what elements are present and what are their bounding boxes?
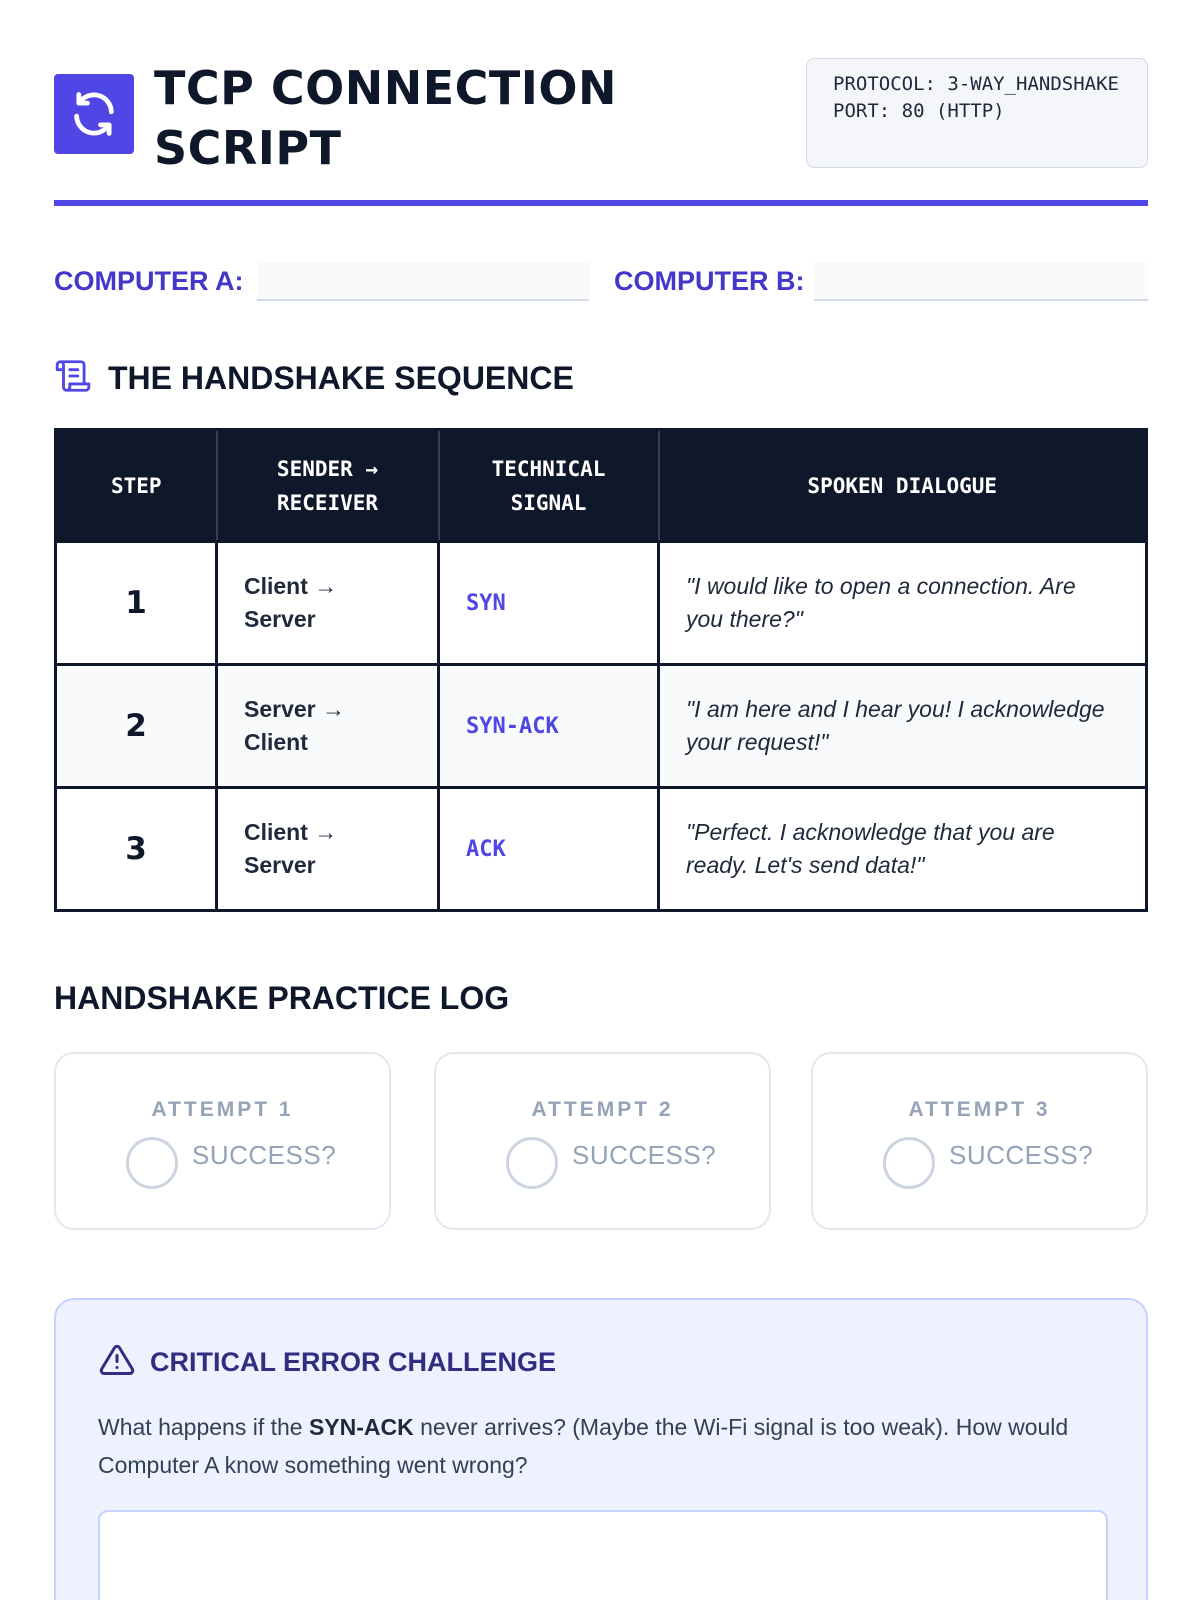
attempt-card-3	[811, 1052, 1148, 1230]
protocol-info-box	[806, 58, 1148, 168]
technical-signal: SYN-ACK	[439, 665, 659, 788]
success-label: SUCCESS?	[949, 1140, 1094, 1170]
scroll-icon	[54, 357, 92, 400]
technical-signal: SYN	[439, 542, 659, 665]
attempt-label: ATTEMPT 2	[531, 1098, 674, 1121]
computer-a-label: COMPUTER A:	[54, 266, 244, 296]
success-label: SUCCESS?	[192, 1140, 337, 1170]
computer-a-field[interactable]	[257, 262, 589, 301]
refresh-icon	[54, 74, 134, 154]
spoken-dialogue: "I am here and I hear you! I acknowledge your request!"	[659, 665, 1147, 788]
worksheet-page	[54, 0, 1148, 1600]
attempt-card-2	[434, 1052, 771, 1230]
question-text: What happens if the	[98, 1414, 309, 1440]
header	[54, 58, 1148, 208]
handshake-table	[54, 428, 1148, 912]
column-header-step: STEP	[56, 430, 217, 542]
attempt-card-1	[54, 1052, 391, 1230]
question-text: never arrives? (Maybe the Wi-Fi signal is too weak). How would Computer A know something went wrong?	[98, 1414, 1069, 1478]
computer-b-label: COMPUTER B:	[614, 266, 805, 296]
computer-names-row	[54, 262, 1148, 302]
attempt-label: ATTEMPT 3	[908, 1098, 1051, 1121]
page-title: TCP CONNECTION SCRIPT	[154, 61, 618, 175]
answer-box[interactable]	[98, 1510, 1108, 1600]
port-line: PORT: 80 (HTTP)	[833, 100, 1005, 122]
critical-error-challenge	[54, 1298, 1148, 1600]
step-number: 3	[56, 788, 217, 911]
sender-receiver: Client → Server	[217, 542, 439, 665]
success-checkbox[interactable]	[126, 1137, 178, 1189]
technical-signal: ACK	[439, 788, 659, 911]
success-label: SUCCESS?	[572, 1140, 717, 1170]
challenge-title: CRITICAL ERROR CHALLENGE	[150, 1347, 557, 1377]
column-header-dialogue: SPOKEN DIALOGUE	[659, 430, 1147, 542]
header-divider	[54, 200, 1148, 206]
success-checkbox[interactable]	[883, 1137, 935, 1189]
challenge-heading	[98, 1342, 556, 1383]
practice-log-heading: HANDSHAKE PRACTICE LOG	[54, 980, 510, 1016]
section-title: THE HANDSHAKE SEQUENCE	[108, 359, 574, 396]
table-header-row	[56, 430, 1147, 542]
step-number: 1	[56, 542, 217, 665]
success-checkbox[interactable]	[506, 1137, 558, 1189]
column-header-signal: TECHNICAL SIGNAL	[439, 430, 659, 542]
table-row	[56, 542, 1147, 665]
column-header-sender: SENDER → RECEIVER	[217, 430, 439, 542]
attempt-label: ATTEMPT 1	[151, 1098, 294, 1121]
table-row	[56, 788, 1147, 911]
table-row	[56, 665, 1147, 788]
protocol-line: PROTOCOL: 3-WAY_HANDSHAKE	[833, 73, 1119, 95]
question-emphasis: SYN-ACK	[308, 1414, 414, 1440]
sender-receiver: Client → Server	[217, 788, 439, 911]
step-number: 2	[56, 665, 217, 788]
spoken-dialogue: "Perfect. I acknowledge that you are ready. Let's send data!"	[659, 788, 1147, 911]
handshake-sequence-heading	[54, 356, 574, 400]
spoken-dialogue: "I would like to open a connection. Are you there?"	[659, 542, 1147, 665]
sender-receiver: Server → Client	[217, 665, 439, 788]
computer-b-field[interactable]	[814, 262, 1148, 301]
warning-triangle-icon	[98, 1342, 136, 1383]
challenge-question	[98, 1408, 1098, 1484]
